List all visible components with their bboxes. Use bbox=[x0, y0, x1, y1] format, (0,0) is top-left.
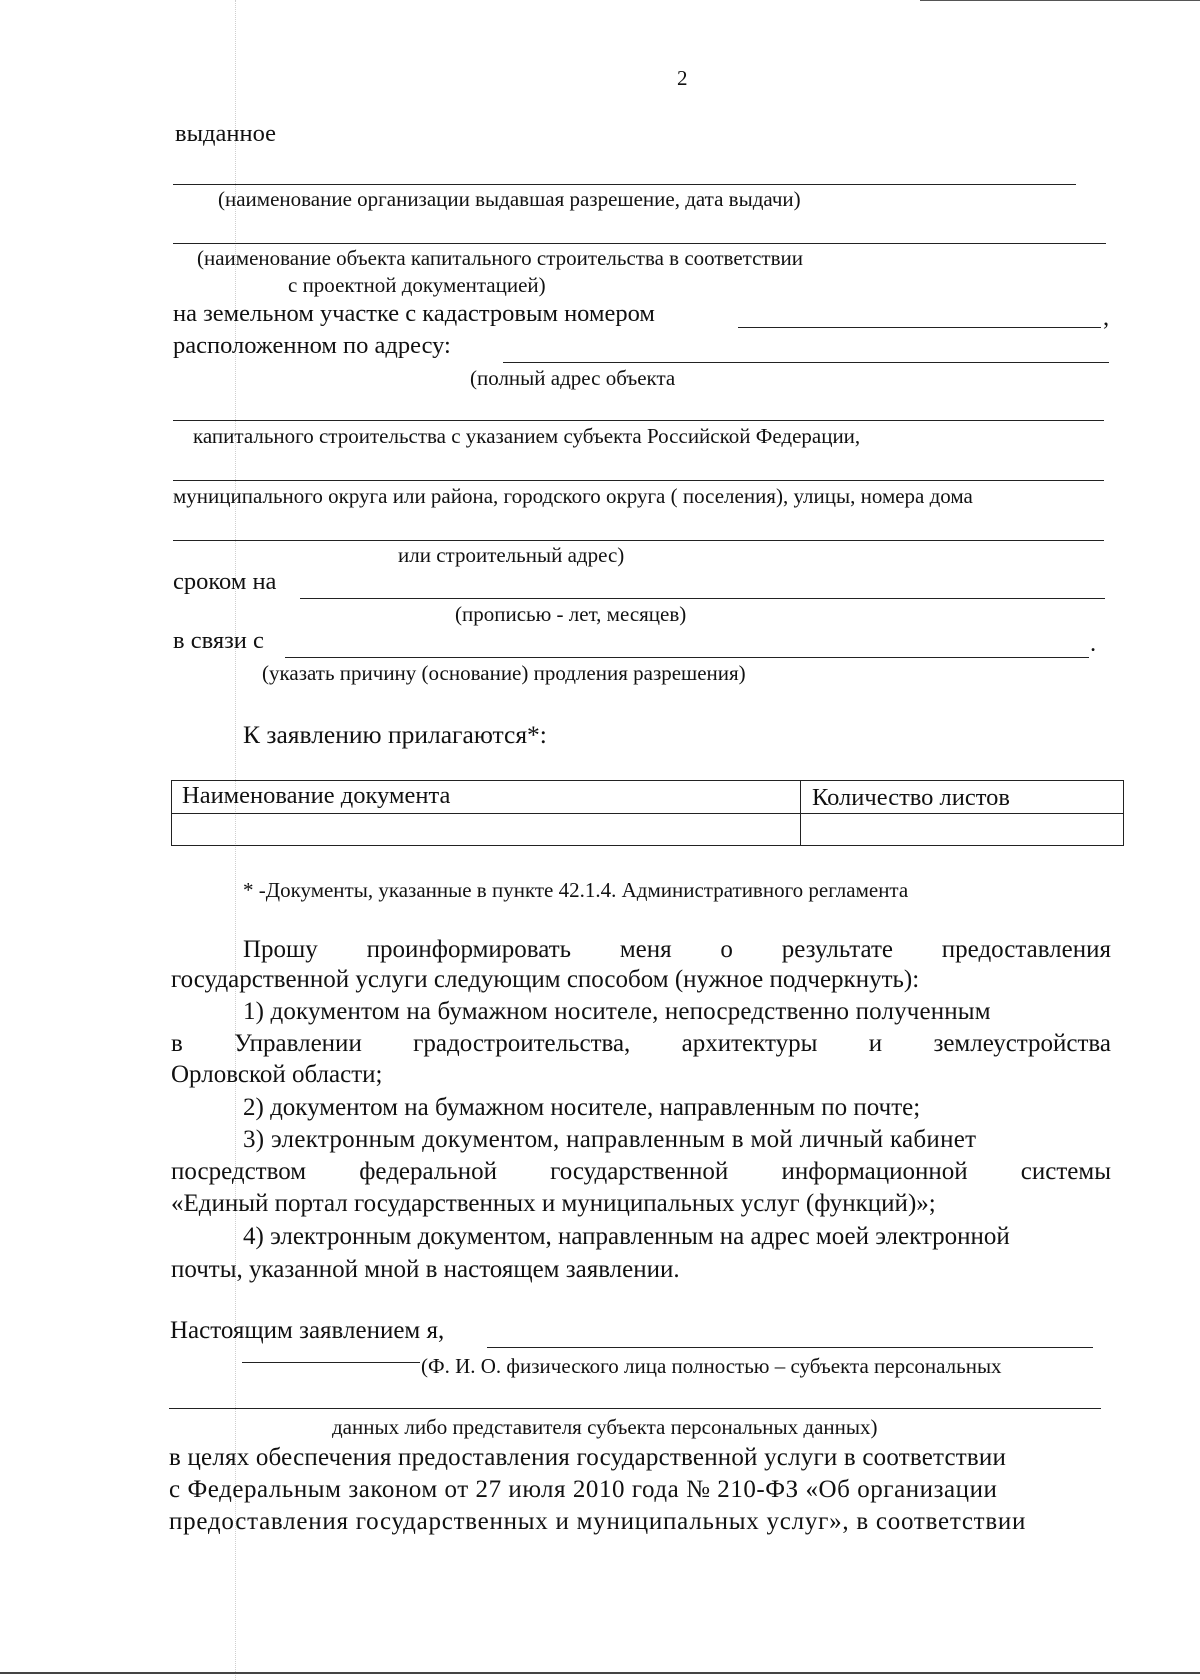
caption-issuer: (наименование организации выдавшая разрешение, дата выдачи) bbox=[218, 187, 801, 211]
cadastral-number-line[interactable] bbox=[738, 327, 1101, 328]
reason-period: . bbox=[1090, 630, 1097, 657]
cadastral-label: на земельном участке с кадастровым номером bbox=[173, 300, 655, 327]
attachments-heading: К заявлению прилагаются*: bbox=[243, 720, 547, 749]
option-1-line1[interactable]: 1) документом на бумажном носителе, непосредственно полученным bbox=[243, 998, 991, 1025]
caption-address-3: муниципального округа или района, городского округа ( поселения), улицы, номера дома bbox=[173, 484, 973, 508]
address-line2[interactable] bbox=[173, 420, 1104, 421]
caption-reason: (указать причину (основание) продления разрешения) bbox=[262, 661, 746, 685]
request-line2: государственной услуги следующим способом (нужное подчеркнуть): bbox=[171, 966, 920, 993]
reason-blank-line[interactable] bbox=[285, 657, 1089, 658]
address-line4[interactable] bbox=[173, 540, 1104, 541]
term-blank-line[interactable] bbox=[300, 598, 1105, 599]
address-line1[interactable] bbox=[503, 362, 1109, 363]
issued-word: выданное bbox=[175, 120, 277, 147]
caption-address-1: (полный адрес объекта bbox=[470, 366, 676, 390]
page-number: 2 bbox=[677, 66, 688, 90]
caption-person-2: данных либо представителя субъекта персональных данных) bbox=[332, 1415, 878, 1439]
caption-object-line2: с проектной документацией) bbox=[288, 273, 546, 297]
option-1-line2[interactable]: в Управлении градостроительства, архитектуры и землеустройства bbox=[171, 1030, 1111, 1057]
address-line3[interactable] bbox=[173, 480, 1104, 481]
person-name-line2[interactable] bbox=[169, 1408, 1101, 1409]
option-3-line1[interactable]: 3) электронным документом, направленным в мой личный кабинет bbox=[243, 1126, 977, 1153]
request-line1: Прошу проинформировать меня о результате предоставления bbox=[243, 936, 1112, 963]
caption-term: (прописью - лет, месяцев) bbox=[455, 602, 687, 626]
person-caption-rule bbox=[242, 1362, 420, 1363]
statement-label: Настоящим заявлением я, bbox=[170, 1317, 445, 1344]
person-name-line[interactable] bbox=[487, 1347, 1093, 1348]
table-cell-document-name[interactable] bbox=[178, 817, 794, 843]
footnote: * -Документы, указанные в пункте 42.1.4. Административного регламента bbox=[243, 878, 909, 902]
issuer-blank-line[interactable] bbox=[173, 184, 1076, 185]
address-label: расположенном по адресу: bbox=[173, 332, 451, 359]
option-3-line3[interactable]: «Единый портал государственных и муниципальных услуг (функций)»; bbox=[171, 1190, 936, 1217]
caption-address-2: капитального строительства с указанием субъекта Российской Федерации, bbox=[193, 424, 861, 448]
scan-edge-bottom bbox=[0, 1672, 1200, 1674]
reason-label: в связи с bbox=[173, 627, 264, 654]
option-3-line2[interactable]: посредством федеральной государственной информационной системы bbox=[171, 1158, 1112, 1185]
attachments-table bbox=[171, 780, 1124, 846]
closing-line2: с Федеральным законом от 27 июля 2010 года № 210-ФЗ «Об организации bbox=[169, 1476, 998, 1503]
option-1-line3[interactable]: Орловской области; bbox=[171, 1061, 383, 1088]
object-blank-line[interactable] bbox=[173, 243, 1106, 244]
table-header-divider bbox=[172, 813, 1123, 814]
scan-edge-top bbox=[920, 0, 1200, 1]
caption-object-line1: (наименование объекта капитального строительства в соответствии bbox=[197, 246, 803, 270]
option-2[interactable]: 2) документом на бумажном носителе, направленным по почте; bbox=[243, 1094, 921, 1121]
closing-line1: в целях обеспечения предоставления государственной услуги в соответствии bbox=[169, 1444, 1007, 1471]
cadastral-comma: , bbox=[1103, 304, 1110, 331]
closing-line3: предоставления государственных и муниципальных услуг», в соответствии bbox=[169, 1508, 1027, 1535]
table-header-sheet-count: Количество листов bbox=[812, 784, 1010, 811]
option-4-line2[interactable]: почты, указанной мной в настоящем заявлении. bbox=[171, 1256, 680, 1283]
caption-address-4: или строительный адрес) bbox=[398, 543, 625, 567]
table-header-document-name: Наименование документа bbox=[182, 782, 451, 809]
term-label: сроком на bbox=[173, 568, 277, 595]
caption-person-1: (Ф. И. О. физического лица полностью – субъекта персональных bbox=[421, 1354, 1002, 1378]
option-4-line1[interactable]: 4) электронным документом, направленным на адрес моей электронной bbox=[243, 1223, 1010, 1250]
table-cell-sheet-count[interactable] bbox=[808, 817, 1118, 843]
